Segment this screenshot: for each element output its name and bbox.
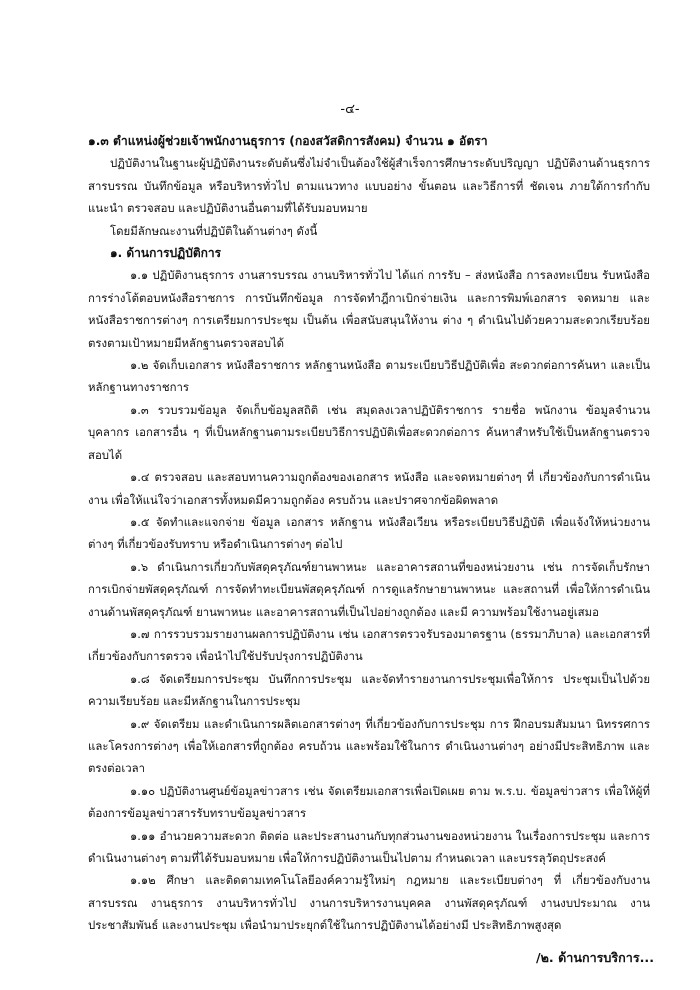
intro-paragraph: ปฏิบัติงานในฐานะผู้ปฏิบัติงานระดับต้นซึ่งไม่จำเป็นต้องใช้ผู้สำเร็จการศึกษาระดับปริญญา ปฏิบัติงานด้านธุรการ สารบรรณ บันทึกข้อมูล หรือบริหารทั่วไป ตามแนวทาง แบบอย่าง ขั้นตอน และวิธีการที่ ชัดเจน ภายใต้การกำกับ แนะนำ ตรวจสอบ และปฏิบัติงานอื่นตามที่ได้รับมอบหมาย (88, 156, 650, 216)
list-item: ๑.๙ จัดเตรียม และดำเนินการผลิตเอกสารต่างๆ ที่เกี่ยวข้องกับการประชุม การ ฝึกอบรมสัมมนา นิทรรศการ และโครงการต่างๆ เพื่อให้เอกสารที่ถูกต้อง ครบถ้วน และพร้อมใช้ในการ ดำเนินงานต่างๆ อย่างมีประสิทธิภาพ และตรงต่อเวลา (88, 716, 650, 776)
lead-paragraph: โดยมีลักษณะงานที่ปฏิบัติในด้านต่างๆ ดังนี้ (110, 223, 318, 238)
list-item: ๑.๕ จัดทำและแจกจ่าย ข้อมูล เอกสาร หลักฐาน หนังสือเวียน หรือระเบียบวิธีปฏิบัติ เพื่อแจ้งให้หน่วยงานต่างๆ ที่เกี่ยวข้องรับทราบ หรือดำเนินการต่างๆ ต่อไป (88, 514, 650, 552)
list-item: ๑.๓ รวบรวมข้อมูล จัดเก็บข้อมูลสถิติ เช่น สมุดลงเวลาปฏิบัติราชการ รายชื่อ พนักงาน ข้อมูลจำนวนบุคลากร เอกสารอื่น ๆ ที่เป็นหลักฐานตามระเบียบวิธีการปฏิบัติเพื่อสะดวกต่อการ ค้นหาสำหรับใช้เป็นหลักฐานตรวจสอบได้ (88, 402, 650, 462)
document-body (88, 130, 650, 937)
list-item: ๑.๑๑ อำนวยความสะดวก ติดต่อ และประสานงานกับทุกส่วนงานของหน่วยงาน ในเรื่องการประชุม และการดำเนินงานต่างๆ ตามที่ได้รับมอบหมาย เพื่อให้การปฏิบัติงานเป็นไปตาม กำหนดเวลา และบรรลุวัตถุประสงค์ (88, 828, 650, 865)
list-item: ๑.๑ ปฏิบัติงานธุรการ งานสารบรรณ งานบริหารทั่วไป ได้แก่ การรับ – ส่งหนังสือ การลงทะเบียน รับหนังสือ การร่างโต้ตอบหนังสือราชการ การบันทึกข้อมูล การจัดทำฎีกาเบิกจ่ายเงิน และการพิมพ์เอกสาร จดหมาย และหนังสือราชการต่างๆ การเตรียมการประชุม เป็นต้น เพื่อสนับสนุนให้งาน ต่าง ๆ ดำเนินไปด้วยความสะดวกเรียบร้อยตรงตามเป้าหมายมีหลักฐานตรวจสอบได้ (88, 268, 650, 350)
list-item: ๑.๑๐ ปฏิบัติงานศูนย์ข้อมูลข่าวสาร เช่น จัดเตรียมเอกสารเพื่อเปิดเผย ตาม พ.ร.บ. ข้อมูลข่าวสาร เพื่อให้ผู้ที่ต้องการข้อมูลข่าวสารรับทราบข้อมูลข่าวสาร (88, 783, 650, 821)
subsection-title: ๑. ด้านการปฏิบัติการ (110, 246, 222, 261)
list-item: ๑.๘ จัดเตรียมการประชุม บันทึกการประชุม และจัดทำรายงานการประชุมเพื่อให้การ ประชุมเป็นไปด้วยความเรียบร้อย และมีหลักฐานในการประชุม (88, 671, 650, 709)
page-number: -๔- (340, 102, 360, 117)
section-title: ๑.๓ ตำแหน่งผู้ช่วยเจ้าพนักงานธุรการ (กองสวัสดิการสังคม) จำนวน ๑ อัตรา (88, 134, 488, 148)
list-item: ๑.๗ การรวบรวมรายงานผลการปฏิบัติงาน เช่น เอกสารตรวจรับรองมาตรฐาน (ธรรมาภิบาล) และเอกสารที่เกี่ยวข้องกับการตรวจ เพื่อนำไปใช้ปรับปรุงการปฏิบัติงาน (88, 626, 650, 664)
list-item: ๑.๖ ดำเนินการเกี่ยวกับพัสดุครุภัณฑ์ยานพาหนะ และอาคารสถานที่ของหน่วยงาน เช่น การจัดเก็บรักษา การเบิกจ่ายพัสดุครุภัณฑ์ การจัดทำทะเบียนพัสดุครุภัณฑ์ การดูแลรักษายานพาหนะ และสถานที่ เพื่อให้การดำเนินงานด้านพัสดุครุภัณฑ์ ยานพาหนะ และอาคารสถานที่เป็นไปอย่างถูกต้อง และมี ความพร้อมใช้งานอยู่เสมอ (88, 559, 650, 619)
list-item: ๑.๑๒ ศึกษา และติดตามเทคโนโลยีองค์ความรู้ใหม่ๆ กฎหมาย และระเบียบต่างๆ ที่ เกี่ยวข้องกับงานสารบรรณ งานธุรการ งานบริหารทั่วไป งานการบริหารงานบุคคล งานพัสดุครุภัณฑ์ งานงบประมาณ งานประชาสัมพันธ์ และงานประชุม เพื่อนำมาประยุกต์ใช้ในการปฏิบัติงานได้อย่างมี ประสิทธิภาพสูงสุด (88, 873, 650, 933)
list-item: ๑.๒ จัดเก็บเอกสาร หนังสือราชการ หลักฐานหนังสือ ตามระเบียบวิธีปฏิบัติเพื่อ สะดวกต่อการค้นหา และเป็นหลักฐานทางราชการ (88, 358, 650, 395)
list-item: ๑.๔ ตรวจสอบ และสอบทานความถูกต้องของเอกสาร หนังสือ และจดหมายต่างๆ ที่ เกี่ยวข้องกับการดำเนินงาน เพื่อให้แน่ใจว่าเอกสารทั้งหมดมีความถูกต้อง ครบถ้วน และปราศจากข้อผิดพลาด (88, 470, 650, 507)
continuation-note: /๒. ด้านการบริการ... (536, 950, 654, 965)
